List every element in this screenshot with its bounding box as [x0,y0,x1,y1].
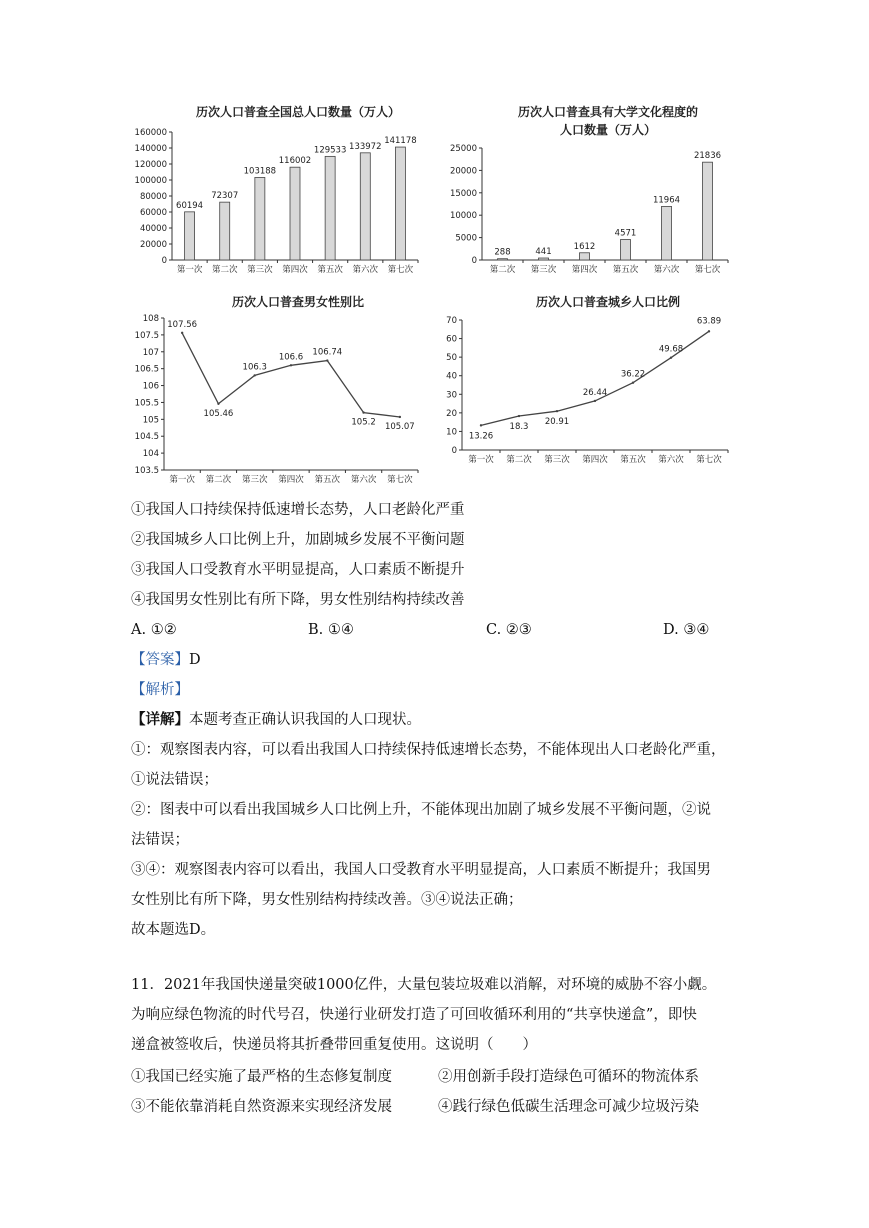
x-tick-label: 第一次 [176,265,203,275]
x-tick-label: 第三次 [241,475,268,485]
detail-intro-line [131,710,421,730]
y-tick-label: 20000 [139,240,167,250]
chart-title: 历次人口普查具有大学文化程度的 [517,105,699,119]
detail-line-2: ①说法错误； [131,772,218,788]
answer-tag: 【答案】 [131,652,189,668]
bar [220,202,230,260]
data-value-label: 105.2 [351,417,376,428]
data-value-label: 106.3 [242,362,267,373]
y-tick-label: 0 [451,446,457,456]
y-tick-label: 107.5 [134,330,159,341]
bar [498,259,508,260]
x-tick-label: 第二次 [506,455,532,465]
data-value-label: 49.68 [658,344,684,355]
y-tick-label: 60 [446,334,457,345]
x-tick-label: 第五次 [620,455,646,465]
x-tick-label: 第二次 [205,475,232,485]
detail-tag: 【详解】 [131,711,189,728]
data-value-label: 105.46 [203,408,234,419]
y-tick-label: 104.5 [134,432,159,443]
bar [255,177,265,260]
x-tick-label: 第三次 [544,455,570,465]
x-tick-label: 第七次 [696,455,722,465]
y-tick-label: 70 [446,316,457,326]
y-tick-label: 30 [446,390,457,401]
y-tick-label: 106 [142,381,159,392]
x-tick-label: 第一次 [169,475,195,485]
x-tick-label: 第四次 [582,455,608,465]
bar [703,162,713,260]
x-tick-label: 第四次 [571,265,598,275]
y-tick-label: 106.5 [134,364,159,375]
y-tick-label: 20 [446,408,457,419]
detail-line-3: ②：图表中可以看出我国城乡人口比例上升，不能体现出加剧了城乡发展不平衡问题，②说 [131,802,711,818]
bar-value-label: 72307 [211,191,239,202]
data-value-label: 26.44 [582,387,608,398]
y-tick-label: 100000 [134,176,167,186]
answer-value: D [189,652,201,668]
detail-line-7: 故本题选D。 [131,922,216,938]
y-tick-label: 20000 [449,166,477,177]
y-tick-label: 0 [161,256,167,266]
y-tick-label: 104 [142,449,159,460]
chart-title: 历次人口普查全国总人口数量（万人） [195,105,401,119]
detail-line-6: 女性别比有所下降，男女性别结构持续改善。③④说法正确； [131,892,523,908]
option-d: D. ③④ [663,622,710,638]
data-point [670,357,672,359]
data-point [399,416,401,418]
answer-line [131,650,201,670]
question-11-line-2: 为响应绿色物流的时代号召，快递行业研发打造了可回收循环利用的“共享快递盒”，即快 [131,1007,697,1023]
option-a: A. ①② [131,622,177,638]
data-value-label: 106.74 [312,347,343,358]
x-tick-label: 第三次 [247,265,273,275]
y-tick-label: 108 [142,314,159,324]
data-point [181,332,183,334]
data-point [480,424,482,426]
detail-line-1: ①：观察图表内容，可以看出我国人口持续保持低速增长态势，不能体现出人口老龄化严重， [131,742,726,758]
data-value-label: 107.56 [167,319,198,330]
y-tick-label: 107 [142,347,159,358]
data-point [708,330,710,332]
y-tick-label: 40000 [139,224,167,234]
chart-title: 人口数量（万人） [559,123,657,137]
statement-1: ①我国人口持续保持低速增长态势，人口老龄化严重 [131,502,465,518]
x-tick-label: 第五次 [317,265,343,275]
detail-intro: 本题考查正确认识我国的人口现状。 [189,712,421,728]
x-tick-label: 第二次 [489,265,516,275]
data-point [632,382,634,384]
detail-line-4: 法错误； [131,832,189,848]
x-tick-label: 第七次 [387,265,414,275]
chart-total-population [128,100,428,280]
statement-2: ②我国城乡人口比例上升，加剧城乡发展不平衡问题 [131,532,465,548]
data-point [290,364,292,366]
data-value-label: 20.91 [544,417,570,428]
data-point [594,400,596,402]
option-c: C. ②③ [486,622,532,638]
data-value-label: 13.26 [468,431,494,442]
chart-sex-ratio [128,290,428,490]
chart-university-population [438,100,738,280]
chart-title: 历次人口普查城乡人口比例 [535,295,681,309]
bar-value-label: 21836 [693,151,722,162]
x-tick-label: 第六次 [653,265,680,275]
bar [539,258,549,260]
y-tick-label: 10 [446,427,457,438]
x-tick-label: 第六次 [658,455,684,465]
bar-value-label: 1612 [573,241,596,252]
bar [580,253,590,260]
data-value-label: 36.22 [620,369,646,380]
bar-value-label: 441 [535,247,552,258]
y-tick-label: 5000 [455,233,477,244]
bar-value-label: 60194 [176,200,204,211]
x-tick-label: 第七次 [387,475,413,485]
y-tick-label: 160000 [134,128,167,138]
y-tick-label: 50 [446,353,457,364]
bar [621,240,631,260]
bar-value-label: 103188 [243,166,277,177]
bar-value-label: 11964 [652,195,681,206]
x-tick-label: 第七次 [694,265,721,275]
data-point [254,374,256,376]
data-point [518,415,520,417]
data-value-label: 105.07 [384,421,415,432]
bar-value-label: 288 [494,247,511,258]
y-tick-label: 0 [471,256,477,266]
bar-value-label: 141178 [384,136,417,147]
y-tick-label: 15000 [449,188,477,199]
chart-urban-ratio [438,290,738,490]
x-tick-label: 第六次 [350,475,377,485]
x-tick-label: 第五次 [314,475,341,485]
data-value-label: 18.3 [509,422,529,433]
x-tick-label: 第三次 [530,265,557,275]
x-tick-label: 第一次 [468,455,494,465]
y-tick-label: 140000 [134,144,167,154]
bar [325,156,335,260]
y-tick-label: 105 [142,415,159,426]
y-tick-label: 103.5 [134,466,159,476]
y-tick-label: 120000 [134,160,167,170]
y-tick-label: 80000 [139,192,167,202]
data-point [217,403,219,405]
y-tick-label: 105.5 [134,398,159,409]
university-population-bar-chart [438,100,738,280]
x-tick-label: 第五次 [612,265,639,275]
data-point [362,411,364,413]
analysis-tag: 【解析】 [131,682,189,698]
series-line [182,333,400,417]
y-tick-label: 40 [446,371,457,382]
x-tick-label: 第四次 [278,475,304,485]
x-tick-label: 第二次 [211,265,238,275]
bar [360,153,370,260]
bar [185,212,195,260]
statement-3: ③我国人口受教育水平明显提高，人口素质不断提升 [131,562,465,578]
urban-ratio-line-chart [438,290,738,490]
data-value-label: 63.89 [696,316,722,327]
chart-title: 历次人口普查男女性别比 [231,295,365,309]
bar-value-label: 116002 [278,156,312,167]
question-11-line-3: 递盒被签收后，快递员将其折叠带回重复使用。这说明（ ） [131,1037,537,1053]
data-point [326,359,328,361]
option-b: B. ①④ [308,622,354,638]
statement-4: ④我国男女性别比有所下降，男女性别结构持续改善 [131,592,465,608]
question-11-choice-3: ③不能依靠消耗自然资源来实现经济发展 [131,1099,392,1115]
sex-ratio-line-chart [128,290,428,490]
x-tick-label: 第六次 [352,265,379,275]
data-point [556,410,558,412]
x-tick-label: 第四次 [282,265,308,275]
total-population-bar-chart [128,100,428,280]
bar-value-label: 129533 [313,145,347,156]
bar-value-label: 4571 [614,228,637,239]
y-tick-label: 60000 [139,208,167,218]
question-11-line-1: 11．2021年我国快递量突破1000亿件，大量包装垃圾难以消解，对环境的威胁不容小觑。 [131,977,717,993]
question-11-choice-1: ①我国已经实施了最严格的生态修复制度 [131,1069,392,1085]
bar [662,206,672,260]
question-11-choice-4: ④践行绿色低碳生活理念可减少垃圾污染 [438,1099,699,1115]
bar [290,167,300,260]
bar [395,147,405,260]
y-tick-label: 10000 [449,211,477,222]
detail-line-5: ③④：观察图表内容可以看出，我国人口受教育水平明显提高，人口素质不断提升；我国男 [131,862,711,878]
bar-value-label: 133972 [349,141,382,152]
y-tick-label: 25000 [449,144,477,154]
data-value-label: 106.6 [278,352,304,363]
question-11-choice-2: ②用创新手段打造绿色可循环的物流体系 [438,1069,699,1085]
